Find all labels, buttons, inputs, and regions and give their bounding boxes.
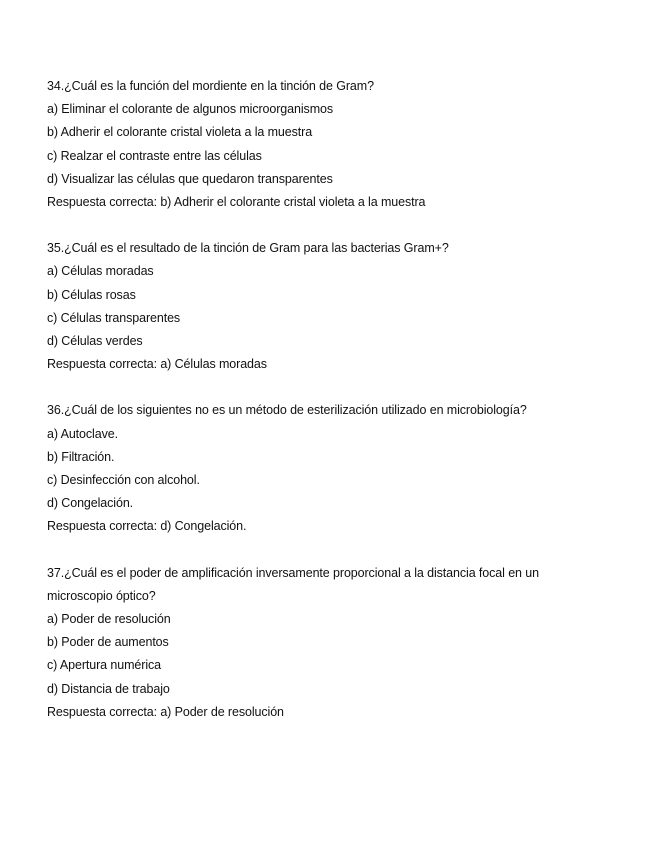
option-c: c) Desinfección con alcohol. (47, 473, 200, 488)
question-stem: 36.¿Cuál de los siguientes no es un método de esterilización utilizado en microbiología? (47, 403, 527, 418)
option-d: d) Células verdes (47, 334, 143, 349)
question-34 (47, 75, 627, 214)
question-stem-line-2: microscopio óptico? (47, 588, 156, 603)
option-b: b) Adherir el colorante cristal violeta a la muestra (47, 125, 313, 140)
correct-answer: Respuesta correcta: a) Poder de resolución (47, 704, 284, 719)
option-d: d) Visualizar las células que quedaron transparentes (47, 171, 333, 186)
option-b: b) Poder de aumentos (47, 635, 169, 650)
question-stem-line-1: 37.¿Cuál es el poder de amplificación inversamente proporcional a la distancia focal en un (47, 565, 539, 580)
option-a: a) Autoclave. (47, 426, 118, 441)
question-35 (47, 237, 627, 376)
option-b: b) Filtración. (47, 449, 115, 464)
option-b: b) Células rosas (47, 287, 136, 302)
option-a: a) Eliminar el colorante de algunos microorganismos (47, 102, 334, 117)
option-c: c) Apertura numérica (47, 658, 162, 673)
correct-answer: Respuesta correcta: b) Adherir el colorante cristal violeta a la muestra (47, 195, 426, 210)
question-stem: 34.¿Cuál es la función del mordiente en la tinción de Gram? (47, 79, 374, 93)
option-a: a) Poder de resolución (47, 612, 171, 627)
correct-answer: Respuesta correcta: d) Congelación. (47, 519, 247, 534)
question-stem: 35.¿Cuál es el resultado de la tinción de Gram para las bacterias Gram+? (47, 241, 449, 256)
document-page (47, 75, 627, 747)
option-c: c) Realzar el contraste entre las células (47, 148, 262, 163)
option-d: d) Congelación. (47, 496, 134, 511)
option-a: a) Células moradas (47, 264, 154, 279)
option-c: c) Células transparentes (47, 310, 181, 325)
correct-answer: Respuesta correcta: a) Células moradas (47, 357, 267, 372)
question-36 (47, 399, 627, 538)
question-37 (47, 562, 627, 724)
option-d: d) Distancia de trabajo (47, 681, 170, 696)
